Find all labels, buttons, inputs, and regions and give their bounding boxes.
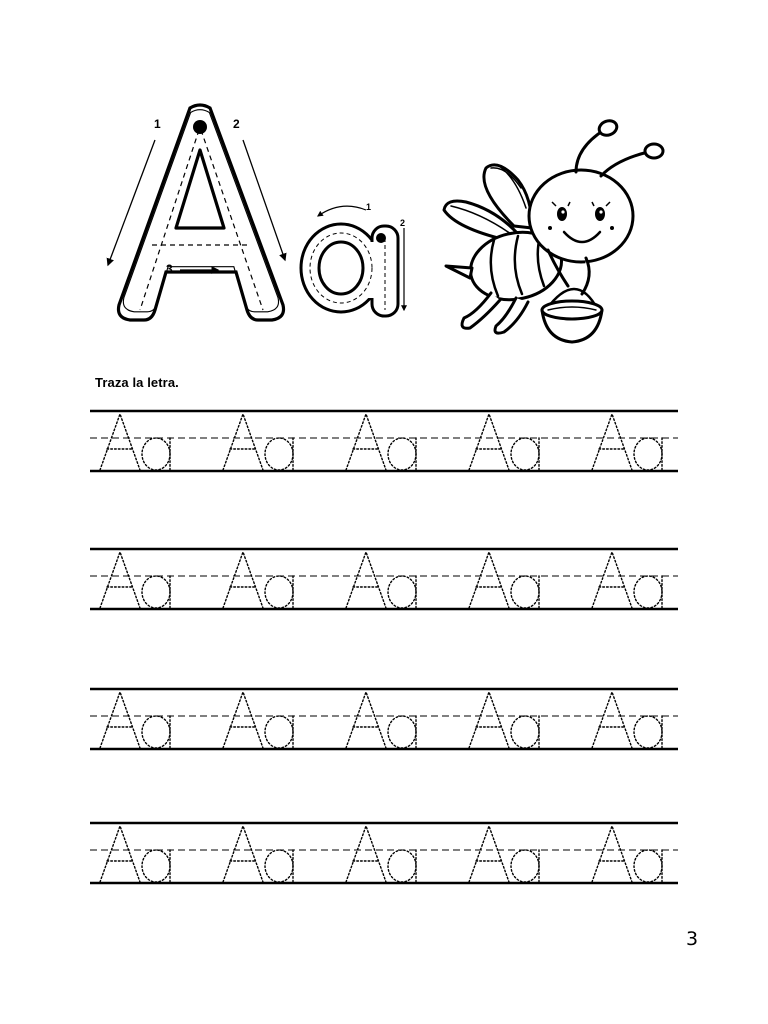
- stroke-number-3: 3: [166, 262, 173, 276]
- uppercase-a-guide: [100, 100, 295, 330]
- trace-pair-aa: [223, 552, 293, 608]
- trace-pair-aa: [100, 414, 170, 470]
- trace-pair-aa: [346, 552, 416, 608]
- lowercase-stroke-number-1: 1: [366, 202, 372, 212]
- trace-pair-aa: [469, 414, 539, 470]
- trace-pair-aa: [223, 826, 293, 882]
- trace-pair-aa: [592, 552, 662, 608]
- tracing-row[interactable]: [90, 546, 678, 610]
- trace-pair-aa: [346, 826, 416, 882]
- trace-pair-aa: [469, 826, 539, 882]
- tracing-row[interactable]: [90, 686, 678, 750]
- trace-pair-aa: [592, 826, 662, 882]
- stroke-number-2: 2: [233, 117, 240, 131]
- trace-pair-aa: [223, 692, 293, 748]
- trace-pair-aa: [100, 692, 170, 748]
- trace-pair-aa: [223, 414, 293, 470]
- stroke-number-1: 1: [154, 117, 161, 131]
- trace-pair-aa: [469, 552, 539, 608]
- tracing-row[interactable]: [90, 820, 678, 884]
- trace-pair-aa: [592, 414, 662, 470]
- trace-pair-aa: [346, 692, 416, 748]
- lowercase-a-guide: [296, 200, 416, 325]
- trace-pair-aa: [100, 552, 170, 608]
- instruction-text: Traza la letra.: [95, 375, 179, 390]
- trace-pair-aa: [346, 414, 416, 470]
- lowercase-stroke-number-2: 2: [400, 218, 406, 228]
- bee-illustration: [436, 118, 666, 353]
- trace-pair-aa: [592, 692, 662, 748]
- page-number: 3: [686, 928, 699, 950]
- trace-pair-aa: [100, 826, 170, 882]
- tracing-row[interactable]: [90, 408, 678, 472]
- trace-pair-aa: [469, 692, 539, 748]
